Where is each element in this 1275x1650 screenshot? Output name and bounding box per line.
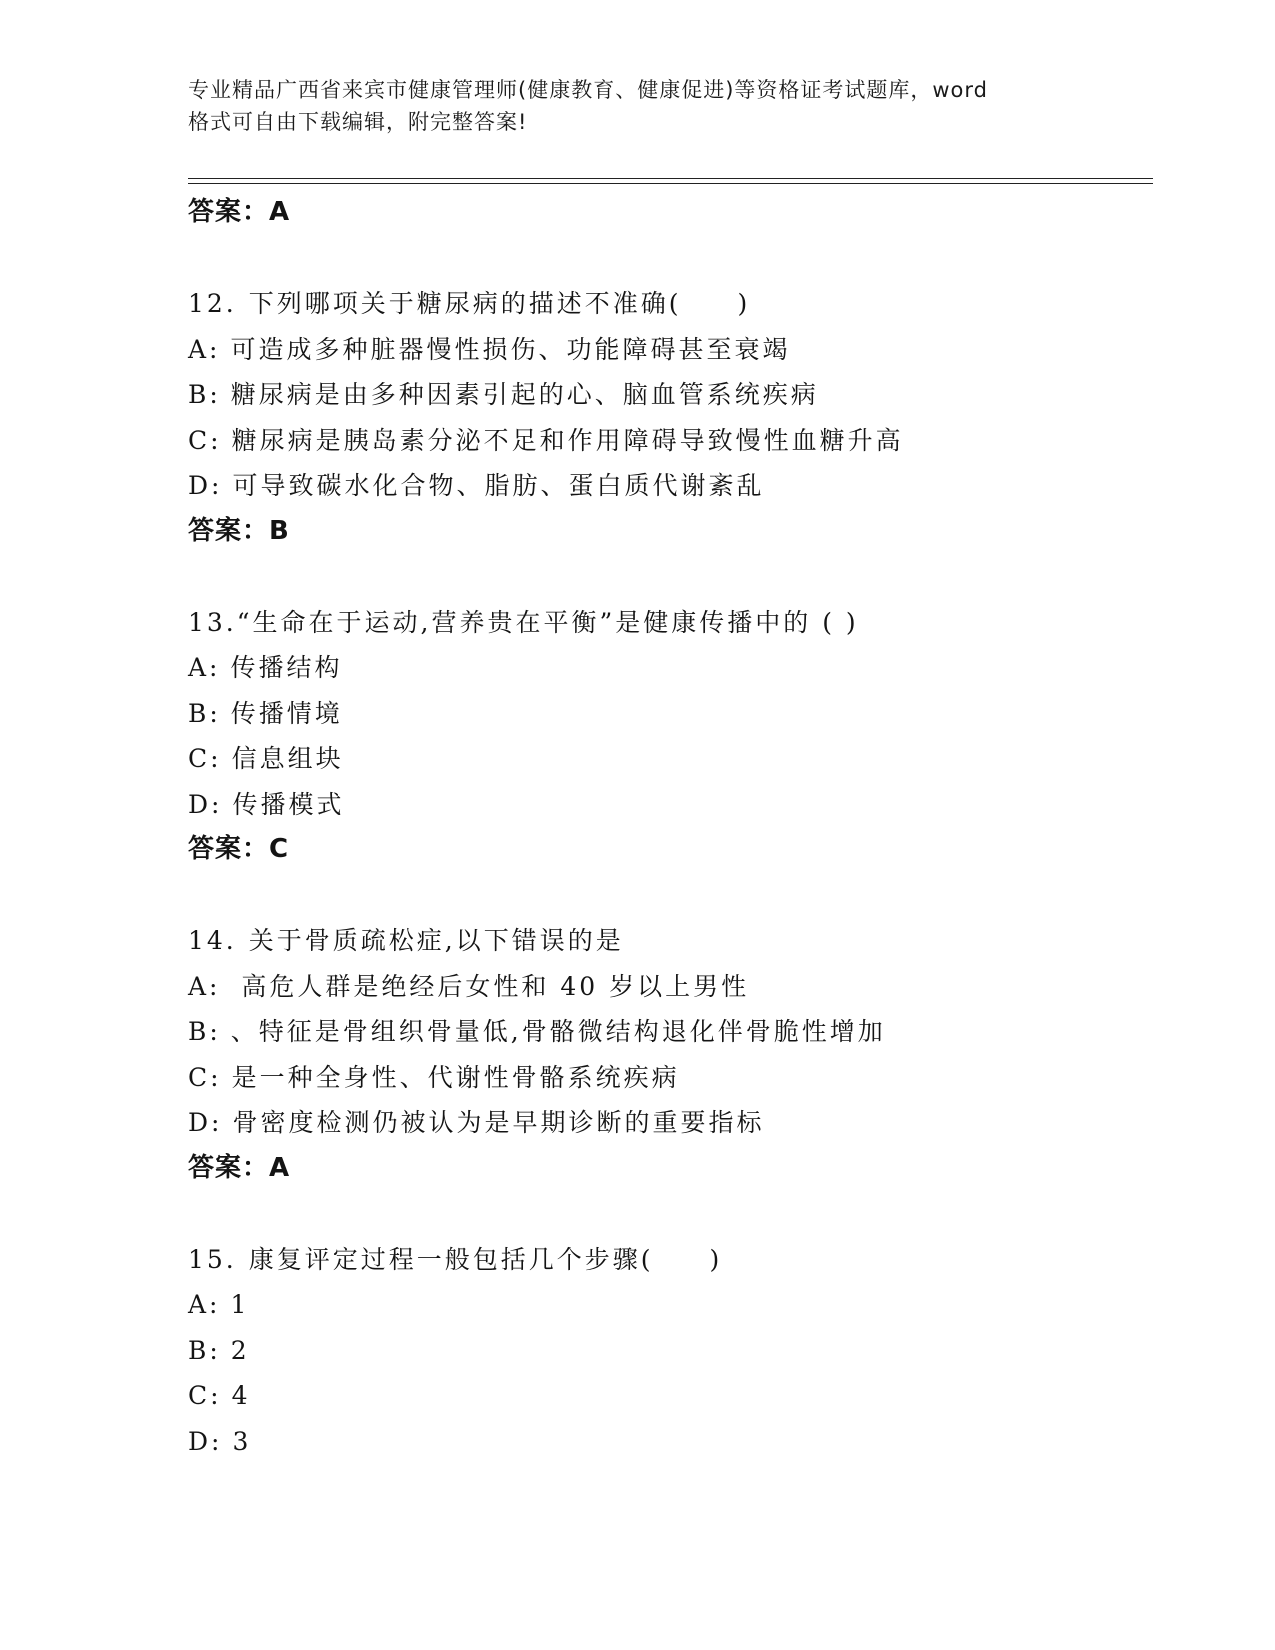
question-stem: [188, 600, 1148, 646]
option-label: C:: [188, 425, 222, 455]
option-label: C:: [188, 1062, 222, 1092]
spacer: [188, 236, 1148, 282]
answer-line: 答案：A: [188, 1152, 291, 1183]
option-d: [188, 1100, 1148, 1146]
option-text: 3: [232, 1426, 252, 1456]
question-number: 15.: [188, 1244, 237, 1274]
option-label: D:: [188, 789, 223, 819]
question-number: 12.: [188, 289, 237, 318]
question-number: 13.: [188, 607, 237, 637]
option-b: [188, 1328, 1148, 1374]
option-text: 2: [230, 1335, 250, 1365]
option-text: 糖尿病是胰岛素分泌不足和作用障碍导致慢性血糖升高: [231, 425, 904, 455]
option-d: [188, 1419, 1148, 1465]
option-text: 1: [230, 1290, 250, 1319]
option-text: 骨密度检测仍被认为是早期诊断的重要指标: [232, 1108, 765, 1137]
question-text: 关于骨质疏松症,以下错误的是: [248, 926, 624, 955]
option-text: 、特征是骨组织骨量低,骨骼微结构退化伴骨脆性增加: [230, 1017, 886, 1046]
option-d: [188, 463, 1148, 509]
question-number: 14.: [188, 926, 237, 955]
option-c: [188, 418, 1148, 464]
question-text: 康复评定过程一般包括几个步骤( ): [248, 1244, 723, 1274]
option-b: [188, 691, 1148, 737]
answer-line: 答案：C: [188, 834, 290, 864]
option-label: A:: [188, 334, 221, 364]
option-d: [188, 782, 1148, 828]
question-block-12: [188, 281, 1148, 554]
option-label: D:: [188, 1426, 223, 1456]
option-text: 信息组块: [231, 744, 344, 773]
option-label: C:: [188, 1381, 222, 1410]
option-b: [188, 372, 1148, 418]
option-label: B:: [188, 380, 221, 409]
option-label: A:: [188, 653, 221, 682]
option-label: C:: [188, 744, 222, 773]
option-label: B:: [188, 1335, 221, 1365]
question-block-15: [188, 1237, 1148, 1465]
option-text: 4: [231, 1381, 251, 1410]
previous-answer: 答案：A: [188, 197, 291, 227]
question-list: [188, 190, 1148, 1464]
question-text: 下列哪项关于糖尿病的描述不准确( ): [248, 289, 751, 318]
option-b: [188, 1009, 1148, 1055]
option-text: 可导致碳水化合物、脂肪、蛋白质代谢紊乱: [232, 471, 765, 500]
question-stem: [188, 281, 1148, 327]
option-label: B:: [188, 1017, 221, 1046]
header-line-2: 格式可自由下载编辑，附完整答案!: [188, 110, 528, 134]
option-a: [188, 1282, 1148, 1328]
question-block-13: [188, 600, 1148, 873]
header-divider-top: [188, 178, 1153, 179]
document-header: [188, 74, 1088, 138]
spacer: [188, 1191, 1148, 1237]
spacer: [188, 873, 1148, 919]
option-label: D:: [188, 471, 223, 500]
question-stem: [188, 918, 1148, 964]
option-text: 是一种全身性、代谢性骨骼系统疾病: [231, 1062, 680, 1092]
header-divider-bottom: [188, 183, 1153, 184]
option-c: [188, 736, 1148, 782]
option-label: A:: [188, 971, 221, 1001]
option-c: [188, 1373, 1148, 1419]
option-a: [188, 645, 1148, 691]
option-a: [188, 327, 1148, 373]
option-text: 传播模式: [232, 789, 345, 819]
question-block-14: [188, 918, 1148, 1191]
header-line-1: 专业精品广西省来宾市健康管理师(健康教育、健康促进)等资格证考试题库，word: [188, 78, 989, 102]
option-label: B:: [188, 698, 221, 728]
option-text: 高危人群是绝经后女性和 40 岁以上男性: [230, 971, 750, 1001]
question-stem: [188, 1237, 1148, 1283]
option-text: 可造成多种脏器慢性损伤、功能障碍甚至衰竭: [230, 334, 791, 364]
answer-line: 答案：B: [188, 515, 290, 546]
option-a: [188, 964, 1148, 1010]
option-text: 传播情境: [230, 698, 343, 728]
option-c: [188, 1055, 1148, 1101]
spacer: [188, 554, 1148, 600]
option-text: 糖尿病是由多种因素引起的心、脑血管系统疾病: [230, 380, 819, 409]
option-label: A:: [188, 1290, 221, 1319]
option-text: 传播结构: [230, 653, 343, 682]
option-label: D:: [188, 1108, 223, 1137]
question-text: “生命在于运动,营养贵在平衡”是健康传播中的 ( ): [236, 607, 859, 637]
